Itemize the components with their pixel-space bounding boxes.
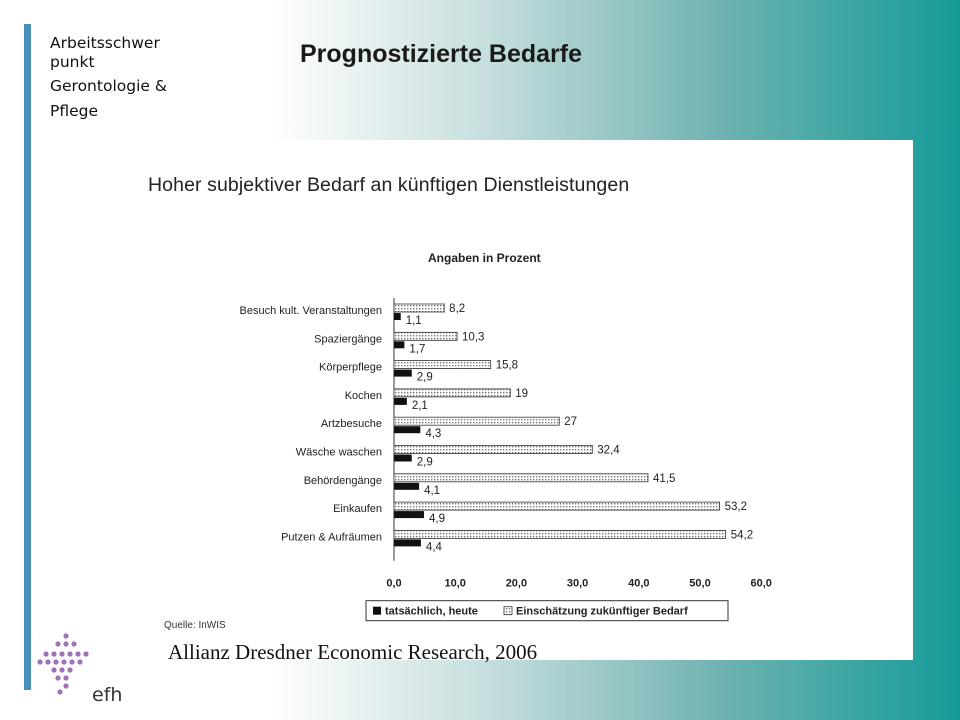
bar-today [394,426,420,433]
data-label-today: 2,9 [416,371,433,384]
data-label-future: 10,3 [462,331,485,344]
data-label-future: 27 [564,416,578,429]
data-label-today: 2,1 [411,399,428,412]
data-label-today: 1,1 [405,315,422,327]
chart-title: Hoher subjektiver Bedarf an künftigen Dienstleistungen [148,174,630,196]
logo-dot [83,651,88,656]
logo-line-2: punkt [50,53,95,71]
bar-future [394,332,457,340]
bar-future [394,417,559,425]
category-label: Kochen [344,389,382,402]
caption: Allianz Dresdner Economic Research, 2006 [168,640,538,664]
data-label-today: 4,1 [424,484,441,497]
logo-dot [75,651,80,656]
bar-future [394,474,648,482]
bar-future [394,530,726,538]
logo-dot [45,659,50,664]
data-label-today: 4,9 [428,513,445,526]
data-label-future: 53,2 [724,501,747,514]
logo-dot [67,651,72,656]
logo-dot [59,651,64,656]
data-label-today: 1,7 [409,343,426,356]
logo-dot [51,651,56,656]
chart-image [86,140,913,660]
category-label: Wäsche waschen [295,446,382,459]
data-label-future: 32,4 [597,444,620,457]
legend-label-today: tatsächlich, heute [385,605,478,618]
logo-dot [55,675,60,680]
bar-future [394,389,510,397]
logo-dot [59,667,64,672]
legend-swatch-today [373,607,381,615]
x-tick-label: 10,0 [444,577,466,590]
data-label-future: 41,5 [652,472,676,485]
logo-line-1: Arbeitsschwer [50,34,160,52]
bar-future [394,304,444,312]
logo-dot [63,641,68,646]
category-label: Einkaufen [333,503,382,516]
category-label: Artzbesuche [320,418,382,431]
logo-dot [77,659,82,664]
category-label: Besuch kult. Veranstaltungen [239,305,382,317]
logo-line-3: Gerontologie & [50,77,167,95]
slide-title: Prognostizierte Bedarfe [300,40,583,68]
data-label-future: 15,8 [495,359,519,372]
data-label-future: 19 [515,387,529,400]
legend-label-future: Einschätzung zukünftiger Bedarf [516,605,688,618]
logo-dot [61,659,66,664]
logo-dot [43,651,48,656]
legend-swatch-future [504,607,512,615]
bar-today [394,313,401,320]
bar-today [394,539,421,546]
category-label: Behördengänge [303,474,382,487]
category-label: Körperpflege [319,361,382,374]
logo-dot [69,659,74,664]
x-tick-label: 0,0 [386,577,402,590]
bar-future [394,502,720,510]
chart-source: Quelle: InWIS [164,620,226,631]
logo-dot [57,689,62,694]
logo-line-4: Pflege [50,102,99,120]
data-label-today: 4,3 [425,428,442,441]
logo-dot [63,683,68,688]
bar-future [394,361,491,369]
x-tick-label: 40,0 [628,577,650,590]
category-label: Putzen & Aufräumen [281,531,382,544]
logo-dot [63,675,68,680]
efh-logo-text: efh [92,684,123,706]
category-label: Spaziergänge [314,333,382,346]
logo-dot [63,633,68,638]
data-label-today: 2,9 [416,456,433,469]
bar-chart [86,140,913,660]
data-label-today: 4,4 [425,541,442,554]
data-label-future: 8,2 [449,303,466,315]
x-tick-label: 60,0 [750,577,772,590]
bar-today [394,511,424,518]
bar-future [394,446,592,454]
bar-today [394,455,412,462]
left-accent-bar [24,24,31,690]
efh-dots-logo-icon [36,630,96,700]
bar-today [394,483,419,490]
x-tick-label: 50,0 [689,577,711,590]
chart-subtitle: Angaben in Prozent [428,251,541,265]
x-tick-label: 30,0 [566,577,589,590]
logo-dot [67,667,72,672]
logo-dot [71,641,76,646]
bar-today [394,341,404,348]
logo-dot [53,659,58,664]
logo-dot [55,641,60,646]
bar-today [394,370,412,377]
bar-today [394,398,407,405]
logo-dot [37,659,42,664]
data-label-future: 54,2 [730,529,754,542]
department-logo-text [50,34,167,121]
logo-dot [51,667,56,672]
x-tick-label: 20,0 [505,577,528,590]
